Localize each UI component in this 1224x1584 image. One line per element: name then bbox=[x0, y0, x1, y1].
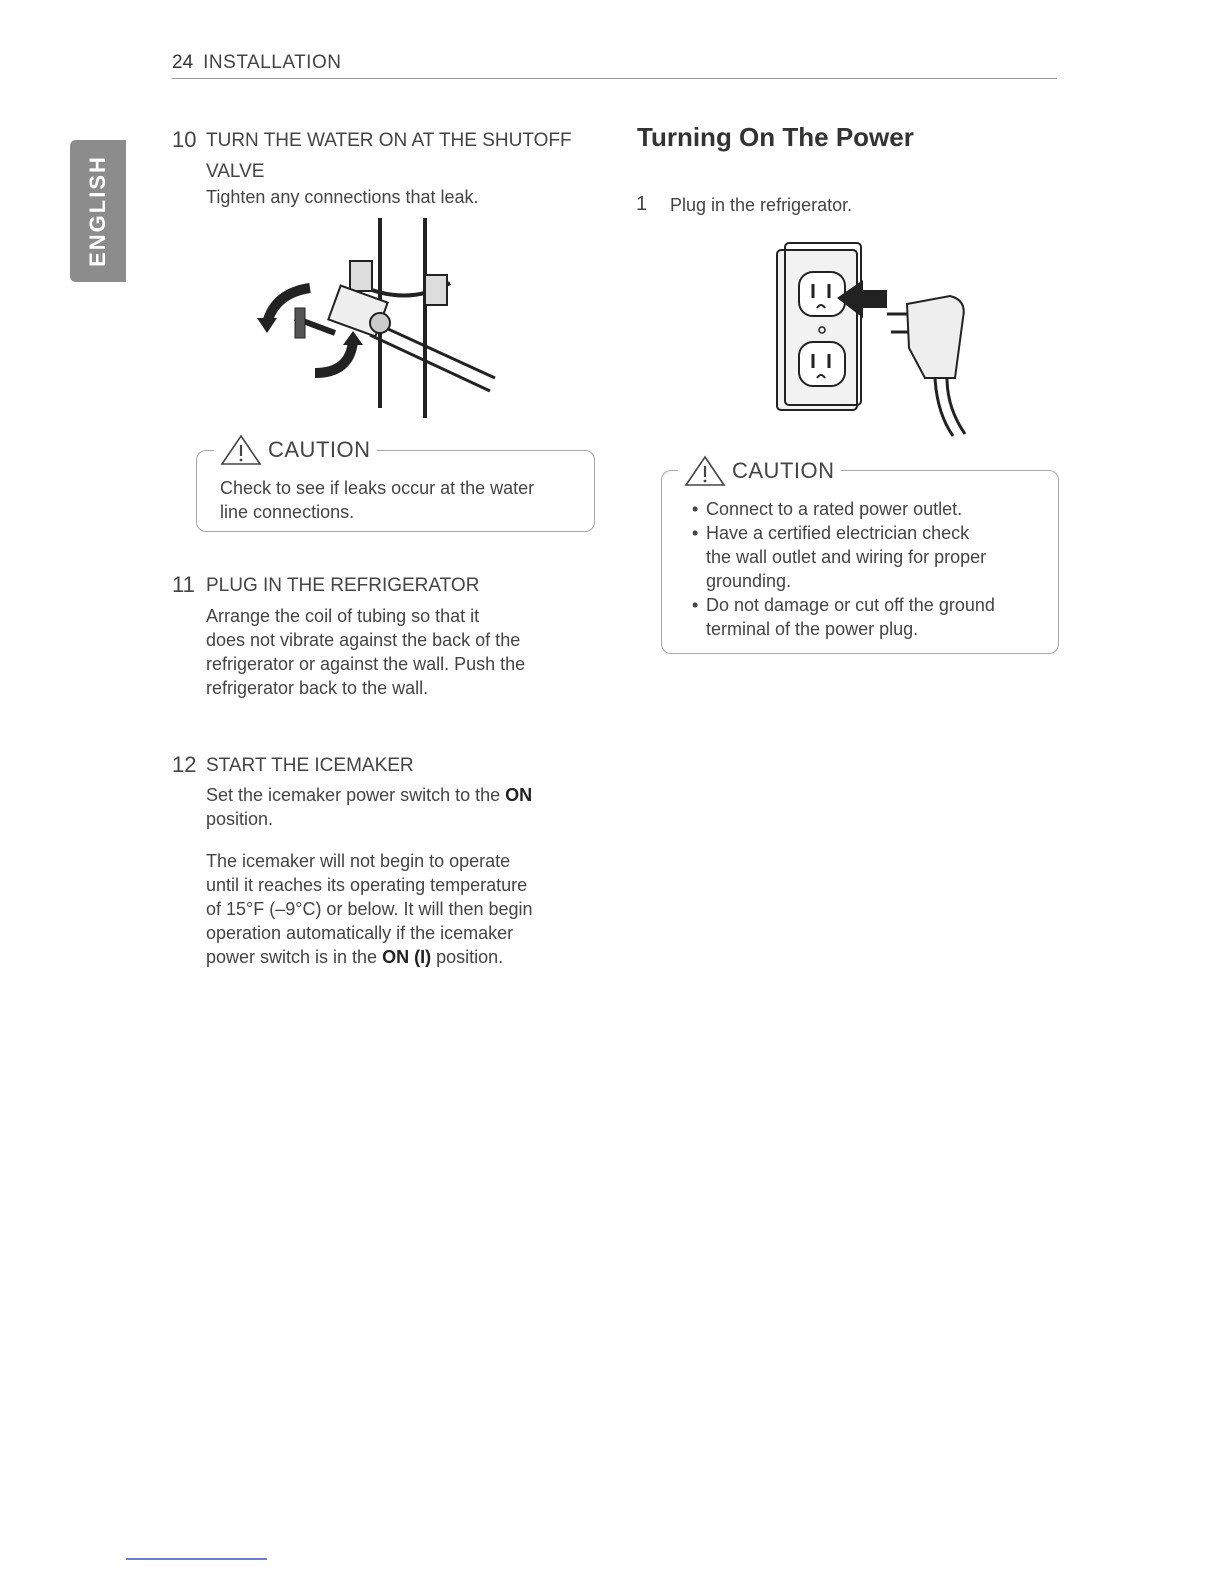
caution-2-b3-line1: Do not damage or cut off the ground bbox=[706, 595, 995, 615]
step-12-p1-line1-text: Set the icemaker power switch to the bbox=[206, 785, 501, 805]
outlet-receptacle-bottom bbox=[799, 342, 845, 386]
on-label: ON bbox=[505, 785, 533, 805]
section-name: INSTALLATION bbox=[203, 52, 342, 73]
bullet-icon: • bbox=[692, 595, 699, 615]
caution-1-header bbox=[214, 434, 377, 466]
caution-1-line1: Check to see if leaks occur at the water bbox=[220, 478, 535, 498]
step-12-p2-line2: until it reaches its operating temperature bbox=[206, 875, 528, 895]
caution-2-bullet-2 bbox=[692, 521, 969, 545]
caution-1-line2: line connections. bbox=[220, 502, 355, 522]
power-step-1-number: 1 bbox=[636, 193, 648, 215]
step-11-line2: does not vibrate against the back of the bbox=[206, 630, 521, 650]
section-title: Turning On The Power bbox=[637, 122, 914, 152]
step-12-title: START THE ICEMAKER bbox=[206, 755, 414, 776]
bullet-icon: • bbox=[692, 523, 699, 543]
step-12-p2-last-a: power switch is in the bbox=[206, 947, 378, 967]
step-12-p2-line1: The icemaker will not begin to operate bbox=[206, 851, 511, 871]
warning-triangle-icon bbox=[684, 455, 726, 487]
caution-2-b1-text: Connect to a rated power outlet. bbox=[706, 499, 963, 519]
step-10-title-line2: VALVE bbox=[206, 161, 265, 182]
caution-2-b2-line1: Have a certified electrician check bbox=[706, 523, 970, 543]
step-11-number: 11 bbox=[172, 572, 195, 597]
rotate-arrow-top-head bbox=[257, 318, 277, 333]
language-tab bbox=[70, 140, 126, 282]
valve-handle-grip bbox=[295, 308, 305, 338]
step-10-text: Tighten any connections that leak. bbox=[206, 187, 479, 207]
caution-2-header bbox=[678, 455, 841, 487]
step-12-number: 12 bbox=[172, 752, 197, 777]
rotate-arrow-bottom-head bbox=[343, 331, 363, 345]
plug-head bbox=[907, 296, 964, 378]
step-10-number: 10 bbox=[172, 127, 197, 152]
power-outlet-illustration bbox=[775, 238, 975, 438]
tubing-bottom bbox=[370, 335, 490, 391]
caution-2-b2-line2: the wall outlet and wiring for proper bbox=[706, 547, 987, 567]
clamp-block-right bbox=[425, 275, 447, 305]
language-tab-label: ENGLISH bbox=[85, 155, 111, 267]
caution-2-b2-line3: grounding. bbox=[706, 571, 792, 591]
step-12-p1-line1 bbox=[206, 783, 532, 807]
tubing-top bbox=[375, 323, 495, 378]
power-cord-2 bbox=[947, 378, 965, 434]
step-10-title-line1: TURN THE WATER ON AT THE SHUTOFF bbox=[206, 130, 572, 151]
warning-triangle-icon bbox=[220, 434, 262, 466]
step-11-line3: refrigerator or against the wall. Push the bbox=[206, 654, 526, 674]
shutoff-valve-illustration bbox=[255, 213, 505, 423]
valve-nut bbox=[370, 313, 390, 333]
step-12-p2-last-b: position. bbox=[436, 947, 504, 967]
caution-2-label: CAUTION bbox=[732, 458, 835, 483]
rotate-arrow-bottom bbox=[315, 341, 353, 373]
step-12-p2-line3: of 15°F (–9°C) or below. It will then begin bbox=[206, 899, 533, 919]
on-i-label: ON (I) bbox=[382, 947, 432, 967]
outlet-receptacle-top bbox=[799, 272, 845, 316]
clamp-block-left bbox=[350, 261, 372, 291]
step-12-p2-line5 bbox=[206, 945, 503, 969]
step-12-p1-line2: position. bbox=[206, 809, 274, 829]
step-11-line1: Arrange the coil of tubing so that it bbox=[206, 606, 480, 626]
footer-rule bbox=[126, 1558, 267, 1560]
page-header bbox=[172, 52, 1057, 79]
caution-2-bullet-3 bbox=[692, 593, 995, 617]
bullet-icon: • bbox=[692, 499, 699, 519]
caution-2-b3-line2: terminal of the power plug. bbox=[706, 619, 919, 639]
caution-2-bullet-1 bbox=[692, 497, 962, 521]
step-11-line4: refrigerator back to the wall. bbox=[206, 678, 429, 698]
step-11-title: PLUG IN THE REFRIGERATOR bbox=[206, 575, 480, 596]
step-12-p2-line4: operation automatically if the icemaker bbox=[206, 923, 514, 943]
caution-1-label: CAUTION bbox=[268, 437, 371, 462]
power-step-1-text: Plug in the refrigerator. bbox=[670, 195, 853, 215]
page-number: 24 bbox=[172, 52, 194, 73]
